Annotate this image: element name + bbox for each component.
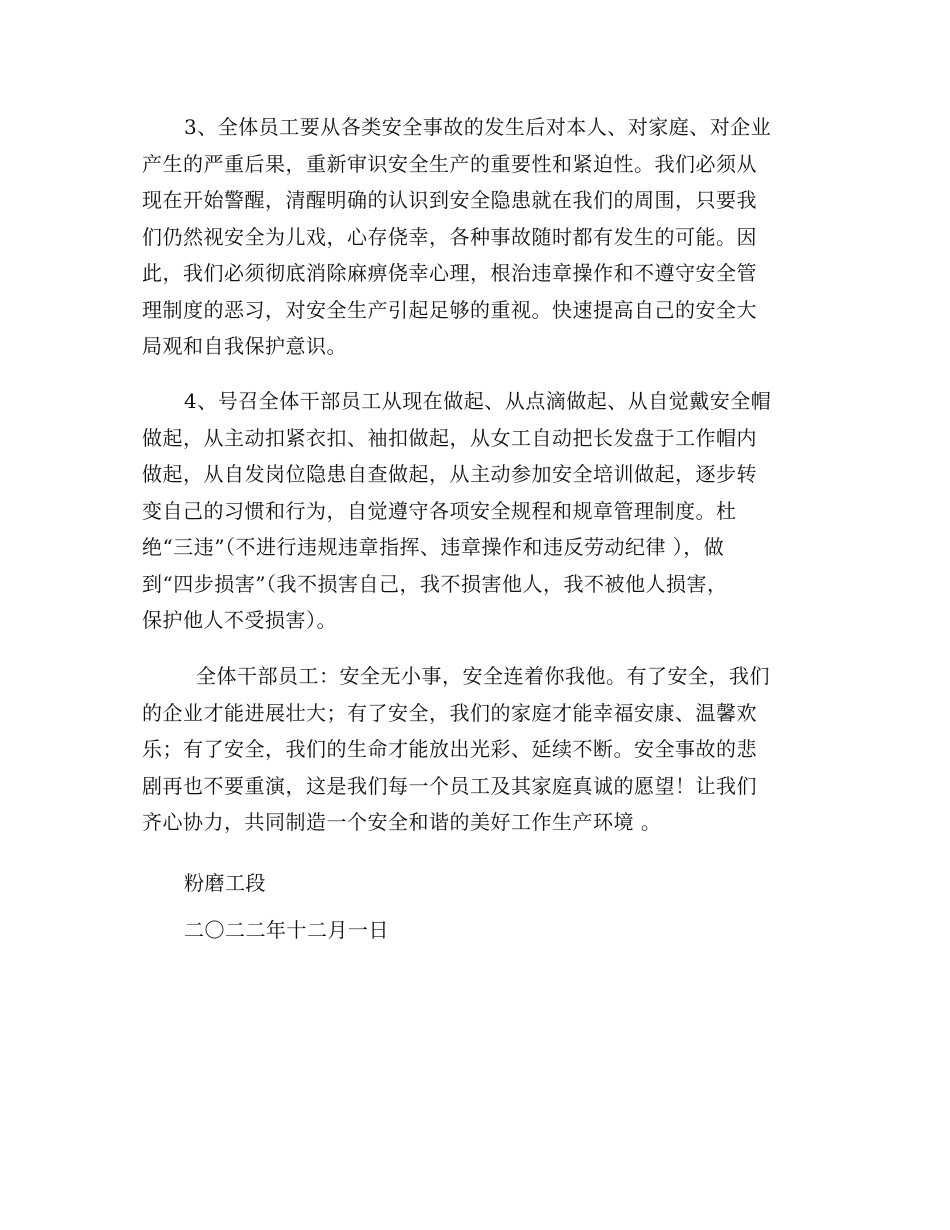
- paragraph-line: 全体干部员工：安全无小事，安全连着你我他。有了安全，我们: [196, 664, 770, 688]
- paragraph-line: 产生的严重后果，重新审识安全生产的重要性和紧迫性。我们必须从: [142, 151, 757, 176]
- paragraph-line: 做起，从自发岗位隐患自查做起，从主动参加安全培训做起，逐步转: [142, 462, 757, 486]
- paragraph-line: 4、号召全体干部员工从现在做起、从点滴做起、从自觉戴安全帽: [184, 389, 772, 413]
- paragraph-line: 局观和自我保护意识。: [142, 334, 347, 358]
- paragraph-line: 剧再也不要重演，这是我们每一个员工及其家庭真诚的愿望！让我们: [142, 773, 757, 798]
- signature-date: 二〇二二年十二月一日: [184, 918, 389, 942]
- paragraph-line: 此，我们必须彻底消除麻痹侥幸心理，根治违章操作和不遵守安全管: [142, 261, 757, 285]
- paragraph-line: 现在开始警醒，清醒明确的认识到安全隐患就在我们的周围，只要我: [142, 188, 757, 212]
- paragraph-4: [142, 383, 812, 639]
- paragraph-line: 做起，从主动扣紧衣扣、袖扣做起，从女工自动把长发盘于工作帽内: [142, 425, 757, 450]
- paragraph-line: 的企业才能进展壮大；有了安全，我们的家庭才能幸福安康、温馨欢: [142, 700, 757, 725]
- paragraph-line: 齐心协力，共同制造一个安全和谐的美好工作生产环境 。: [142, 810, 662, 834]
- paragraph-3: [142, 109, 812, 365]
- closing-paragraph: [142, 658, 812, 841]
- paragraph-line: 绝“三违”（不进行违规违章指挥、违章操作和违反劳动纪律 ），做: [142, 535, 725, 559]
- paragraph-line: 变自己的习惯和行为，自觉遵守各项安全规程和规章管理制度。杜: [142, 498, 737, 523]
- signature-department: 粉磨工段: [184, 871, 266, 895]
- paragraph-line: 到“四步损害”（我不损害自己，我不损害他人，我不被他人损害，: [142, 571, 728, 596]
- paragraph-line: 乐；有了安全，我们的生命才能放出光彩、延续不断。安全事故的悲: [142, 737, 757, 761]
- paragraph-line: 保护他人不受损害）。: [142, 608, 337, 632]
- paragraph-line: 们仍然视安全为儿戏，心存侥幸，各种事故随时都有发生的可能。因: [142, 224, 757, 249]
- paragraph-line: 理制度的恶习，对安全生产引起足够的重视。快速提高自己的安全大: [142, 297, 757, 322]
- paragraph-line: 3、全体员工要从各类安全事故的发生后对本人、对家庭、对企业: [184, 115, 772, 139]
